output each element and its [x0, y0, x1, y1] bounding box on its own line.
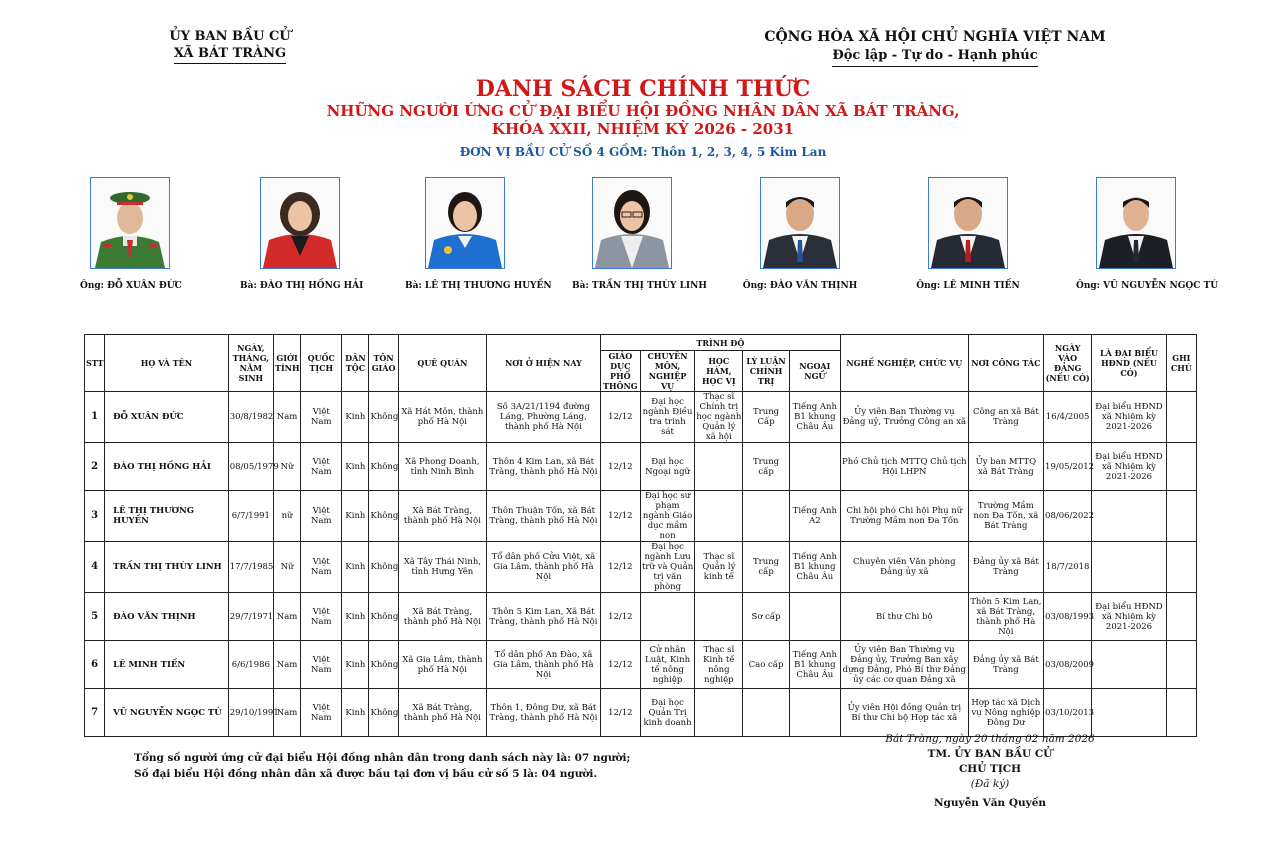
table-row — [85, 593, 1197, 641]
cell-party-date: 18/7/2018 — [1044, 542, 1092, 593]
cell-nationality: Việt Nam — [301, 542, 342, 593]
cell-political — [743, 689, 789, 737]
cell-academic — [695, 491, 743, 542]
authority-line-2: XÃ BÁT TRÀNG — [174, 45, 286, 64]
portrait-caption: Ông: ĐÀO VĂN THỊNH — [742, 281, 858, 291]
col-workplace: NƠI CÔNG TÁC — [968, 335, 1043, 392]
signature-block — [860, 732, 1120, 811]
cell-name: ĐÀO VĂN THỊNH — [105, 593, 229, 641]
cell-religion: Không — [369, 491, 398, 542]
portrait-photo — [260, 177, 340, 269]
col-nationality: QUỐC TỊCH — [301, 335, 342, 392]
col-party-date: NGÀY VÀO ĐẢNG (NẾU CÓ) — [1044, 335, 1092, 392]
cell-dob: 30/8/1982 — [228, 392, 273, 443]
cell-delegate — [1092, 641, 1166, 689]
cell-sex: Nam — [273, 392, 300, 443]
cell-political: Trung cấp — [743, 443, 789, 491]
cell-religion: Không — [369, 641, 398, 689]
place-date: Bát Tràng, ngày 20 tháng 02 năm 2026 — [885, 733, 1095, 745]
table-row — [85, 443, 1197, 491]
cell-hometown: Xã Bát Tràng, thành phố Hà Nội — [398, 491, 486, 542]
signer-role: CHỦ TỊCH — [958, 763, 1022, 775]
motto: Độc lập - Tự do - Hạnh phúc — [832, 47, 1037, 67]
cell-language: Tiếng Anh B1 khung Châu Âu — [789, 392, 840, 443]
cell-sex: nữ — [273, 491, 300, 542]
cell-dob: 6/6/1986 — [228, 641, 273, 689]
portrait-photo — [592, 177, 672, 269]
document-subtitle-1: NHỮNG NGƯỜI ỨNG CỬ ĐẠI BIỂU HỘI ĐỒNG NHÂN DÂN XÃ BÁT TRÀNG, — [326, 102, 960, 120]
cell-academic — [695, 443, 743, 491]
nation-name: CỘNG HÒA XÃ HỘI CHỦ NGHĨA VIỆT NAM — [764, 29, 1106, 45]
cell-general: 12/12 — [600, 689, 640, 737]
cell-language — [789, 443, 840, 491]
cell-party-date: 03/10/2013 — [1044, 689, 1092, 737]
national-motto — [760, 28, 1110, 67]
cell-residence: Tổ dân phố An Đào, xã Gia Lâm, thành phố Hà Nội — [487, 641, 601, 689]
candidate-portrait-1 — [80, 177, 180, 291]
cell-language: Tiếng Anh B1 khung Châu Âu — [789, 542, 840, 593]
cell-name: ĐÀO THỊ HỒNG HẢI — [105, 443, 229, 491]
cell-stt: 2 — [85, 443, 105, 491]
cell-workplace: Ủy ban MTTQ xã Bát Tràng — [968, 443, 1043, 491]
cell-name: VŨ NGUYỄN NGỌC TÚ — [105, 689, 229, 737]
cell-stt: 5 — [85, 593, 105, 641]
signed-note: (Đã ký) — [970, 778, 1010, 790]
cell-academic: Thạc sĩ Quản lý kinh tế — [695, 542, 743, 593]
cell-stt: 7 — [85, 689, 105, 737]
signer-name: Nguyễn Văn Quyến — [933, 797, 1047, 809]
cell-occupation: Chuyên viên Văn phòng Đảng ủy xã — [840, 542, 968, 593]
col-education: TRÌNH ĐỘ — [600, 335, 840, 351]
cell-sex: Nam — [273, 641, 300, 689]
cell-note — [1166, 443, 1196, 491]
col-general-education: GIÁO DỤC PHỔ THÔNG — [600, 351, 640, 392]
col-hometown: QUÊ QUÁN — [398, 335, 486, 392]
cell-academic — [695, 689, 743, 737]
cell-sex: Nữ — [273, 443, 300, 491]
cell-occupation: Ủy viên Hội đồng Quản trị Bí thư Chi bộ Hợp tác xã — [840, 689, 968, 737]
portrait-caption: Bà: LÊ THỊ THƯƠNG HUYỀN — [405, 281, 552, 291]
cell-religion: Không — [369, 689, 398, 737]
candidate-portrait-5 — [740, 177, 860, 291]
cell-language — [789, 593, 840, 641]
table-row — [85, 689, 1197, 737]
candidate-portrait-2 — [240, 177, 364, 291]
cell-nationality: Việt Nam — [301, 491, 342, 542]
cell-stt: 1 — [85, 392, 105, 443]
cell-workplace: Công an xã Bát Tràng — [968, 392, 1043, 443]
cell-nationality: Việt Nam — [301, 641, 342, 689]
cell-ethnicity: Kinh — [342, 689, 369, 737]
candidate-portrait-3 — [405, 177, 552, 291]
cell-residence: Thôn 5 Kim Lan, Xã Bát Tràng, thành phố Hà Nội — [487, 593, 601, 641]
cell-political: Trung cấp — [743, 542, 789, 593]
cell-workplace: Hợp tác xã Dịch vụ Nông nghiệp Đông Dư — [968, 689, 1043, 737]
cell-workplace: Thôn 5 Kim Lan, xã Bát Tràng, thành phố Hà Nội — [968, 593, 1043, 641]
cell-ethnicity: Kinh — [342, 641, 369, 689]
cell-religion: Không — [369, 593, 398, 641]
cell-academic: Thạc sĩ Kinh tế nông nghiệp — [695, 641, 743, 689]
candidate-portrait-6 — [908, 177, 1028, 291]
cell-political: Cao cấp — [743, 641, 789, 689]
cell-workplace: Đảng ủy xã Bát Tràng — [968, 542, 1043, 593]
cell-dob: 6/7/1991 — [228, 491, 273, 542]
cell-professional — [640, 593, 694, 641]
cell-stt: 3 — [85, 491, 105, 542]
cell-professional: Cử nhân Luật, Kinh tế nông nghiệp — [640, 641, 694, 689]
cell-academic: Thạc sĩ Chính trị học ngành Quản lý xã hội — [696, 392, 742, 442]
portrait-photo — [760, 177, 840, 269]
cell-ethnicity: Kinh — [342, 593, 369, 641]
cell-occupation: Chi hội phó Chi hội Phụ nữ Trường Mầm non Đa Tốn — [840, 491, 968, 542]
cell-name: TRẦN THỊ THÙY LINH — [105, 542, 229, 593]
cell-residence: Thôn 1, Đông Dư, xã Bát Tràng, thành phố Hà Nội — [487, 689, 601, 737]
table-row — [85, 641, 1197, 689]
col-sex: GIỚI TÍNH — [273, 335, 300, 392]
cell-occupation: Ủy viên Ban Thường vụ Đảng uỷ, Trưởng Công an xã — [840, 392, 968, 443]
cell-party-date: 19/05/2012 — [1044, 443, 1092, 491]
cell-academic — [695, 593, 743, 641]
cell-delegate — [1092, 491, 1166, 542]
cell-hometown: Xã Bát Tràng, thành phố Hà Nội — [398, 689, 486, 737]
candidate-portrait-7 — [1076, 177, 1219, 291]
col-religion: TÔN GIÁO — [369, 335, 398, 392]
cell-workplace: Đảng ủy xã Bát Tràng — [968, 641, 1043, 689]
cell-residence: Thôn Thuận Tốn, xã Bát Tràng, thành phố Hà Nội — [487, 491, 601, 542]
portrait-caption: Ông: LÊ MINH TIẾN — [916, 281, 1020, 291]
cell-residence: Số 3A/21/1194 đường Láng, Phường Láng, thành phố Hà Nội — [487, 392, 601, 443]
cell-ethnicity: Kinh — [342, 392, 369, 443]
portrait-caption: Bà: ĐÀO THỊ HỒNG HẢI — [240, 281, 364, 291]
portrait-caption: Ông: ĐỖ XUÂN ĐỨC — [80, 281, 182, 291]
cell-general: 12/12 — [600, 641, 640, 689]
cell-sex: Nữ — [273, 542, 300, 593]
cell-name: ĐỖ XUÂN ĐỨC — [105, 392, 229, 443]
cell-sex: Nam — [273, 689, 300, 737]
cell-dob: 29/7/1971 — [228, 593, 273, 641]
col-name: HỌ VÀ TÊN — [105, 335, 229, 392]
cell-delegate — [1092, 542, 1166, 593]
cell-political: Sơ cấp — [743, 593, 789, 641]
cell-stt: 6 — [85, 641, 105, 689]
cell-stt: 4 — [85, 542, 105, 593]
col-delegate: LÀ ĐẠI BIỂU HĐND (NẾU CÓ) — [1092, 335, 1166, 392]
cell-hometown: Xã Gia Lâm, thành phố Hà Nội — [398, 641, 486, 689]
portrait-photo — [425, 177, 505, 269]
portrait-photo — [90, 177, 170, 269]
cell-professional: Đại học Quản Trị kinh doanh — [640, 689, 694, 737]
cell-delegate: Đại biểu HĐND xã Nhiệm kỳ 2021-2026 — [1092, 392, 1166, 443]
candidate-portrait-4 — [572, 177, 707, 291]
cell-religion: Không — [369, 443, 398, 491]
cell-nationality: Việt Nam — [301, 689, 342, 737]
cell-nationality: Việt Nam — [301, 593, 342, 641]
cell-ethnicity: Kinh — [342, 542, 369, 593]
cell-professional: Đại học Ngoại ngữ — [640, 443, 694, 491]
col-occupation: NGHỀ NGHIỆP, CHỨC VỤ — [840, 335, 968, 392]
document-title-block — [300, 76, 986, 138]
cell-party-date: 03/08/2009 — [1044, 641, 1092, 689]
cell-religion: Không — [369, 392, 398, 443]
cell-general: 12/12 — [600, 491, 640, 542]
col-professional: CHUYÊN MÔN, NGHIỆP VỤ — [640, 351, 694, 392]
cell-note — [1166, 542, 1196, 593]
candidate-table — [84, 334, 1197, 737]
table-row — [85, 542, 1197, 593]
col-academic: HỌC HÀM, HỌC VỊ — [695, 351, 743, 392]
cell-professional: Đại học sư phạm ngành Giáo dục mầm non — [640, 491, 694, 542]
portrait-caption: Bà: TRẦN THỊ THÙY LINH — [572, 281, 707, 291]
electoral-unit: ĐƠN VỊ BẦU CỬ SỐ 4 GỒM: Thôn 1, 2, 3, 4, 5 Kim Lan — [459, 145, 827, 159]
cell-name: LÊ THỊ THƯƠNG HUYỀN — [105, 491, 229, 542]
on-behalf: TM. ỦY BAN BẦU CỬ — [927, 748, 1053, 760]
portrait-caption: Ông: VŨ NGUYỄN NGỌC TÚ — [1076, 281, 1219, 291]
cell-note — [1166, 593, 1196, 641]
document-subtitle-2: KHÓA XXII, NHIỆM KỲ 2026 - 2031 — [491, 120, 795, 138]
cell-nationality: Việt Nam — [301, 392, 342, 443]
cell-party-date: 08/06/2022 — [1044, 491, 1092, 542]
cell-ethnicity: Kinh — [342, 491, 369, 542]
cell-language — [789, 689, 840, 737]
summary — [134, 750, 630, 782]
col-language: NGOẠI NGỮ — [789, 351, 840, 392]
cell-delegate: Đại biểu HĐND xã Nhiệm kỳ 2021-2026 — [1092, 593, 1166, 641]
cell-note — [1166, 392, 1196, 443]
cell-hometown: Xã Bát Tràng, thành phố Hà Nội — [398, 593, 486, 641]
cell-dob: 08/05/1979 — [228, 443, 273, 491]
cell-hometown: Xã Tây Thái Ninh, tỉnh Hưng Yên — [398, 542, 486, 593]
cell-nationality: Việt Nam — [301, 443, 342, 491]
portrait-photo — [1096, 177, 1176, 269]
cell-political — [743, 491, 789, 542]
cell-general: 12/12 — [600, 593, 640, 641]
cell-general: 12/12 — [600, 542, 640, 593]
cell-dob: 17/7/1985 — [228, 542, 273, 593]
summary-seats: Số đại biểu Hội đồng nhân dân xã được bầu tại đơn vị bầu cử số 5 là: 04 người. — [134, 768, 598, 780]
cell-residence: Tổ dân phố Cửu Việt, xã Gia Lâm, thành phố Hà Nội — [487, 542, 601, 593]
col-residence: NƠI Ở HIỆN NAY — [487, 335, 601, 392]
cell-hometown: Xã Phong Doanh, tỉnh Ninh Bình — [398, 443, 486, 491]
cell-general: 12/12 — [600, 392, 640, 443]
cell-note — [1166, 641, 1196, 689]
cell-religion: Không — [369, 542, 398, 593]
summary-total-candidates: Tổng số người ứng cử đại biểu Hội đồng nhân dân trong danh sách này là: 07 người; — [134, 752, 631, 764]
cell-delegate — [1092, 689, 1166, 737]
cell-political: Trung Cấp — [743, 392, 789, 443]
portrait-photo — [928, 177, 1008, 269]
document-title: DANH SÁCH CHÍNH THỨC — [475, 76, 811, 102]
cell-party-date: 16/4/2005 — [1044, 392, 1092, 443]
cell-residence: Thôn 4 Kim Lan, xã Bát Tràng, thành phố Hà Nội — [487, 443, 601, 491]
cell-sex: Nam — [273, 593, 300, 641]
cell-workplace: Trường Mầm non Đa Tốn, xã Bát Tràng — [968, 491, 1043, 542]
cell-delegate: Đại biểu HĐND xã Nhiệm kỳ 2021-2026 — [1092, 443, 1166, 491]
cell-occupation: Ủy viên Ban Thường vụ Đảng ủy, Trưởng Ban xây dựng Đảng, Phó Bí thư Đảng ủy các cơ quan Đảng xã — [840, 641, 968, 689]
cell-ethnicity: Kinh — [342, 443, 369, 491]
cell-note — [1166, 491, 1196, 542]
cell-general: 12/12 — [600, 443, 640, 491]
col-stt: STT — [85, 335, 105, 392]
col-note: GHI CHÚ — [1166, 335, 1196, 392]
table-row — [85, 392, 1197, 443]
cell-name: LÊ MINH TIẾN — [105, 641, 229, 689]
col-political: LÝ LUẬN CHÍNH TRỊ — [743, 351, 789, 392]
cell-occupation: Phó Chủ tịch MTTQ Chủ tịch Hội LHPN — [840, 443, 968, 491]
col-ethnicity: DÂN TỘC — [342, 335, 369, 392]
cell-dob: 29/10/1991 — [228, 689, 273, 737]
col-dob: NGÀY, THÁNG, NĂM SINH — [228, 335, 273, 392]
table-row — [85, 491, 1197, 542]
issuing-authority — [150, 28, 310, 64]
cell-professional: Đại học ngành Điều tra trinh sát — [640, 392, 694, 443]
cell-note — [1166, 689, 1196, 737]
cell-professional: Đại học ngành Lưu trữ và Quản trị văn phòng — [641, 542, 694, 592]
cell-language: Tiếng Anh A2 — [789, 491, 840, 542]
authority-line-1: ỦY BAN BẦU CỬ — [169, 29, 291, 44]
cell-party-date: 03/08/1993 — [1044, 593, 1092, 641]
cell-occupation: Bí thư Chi bộ — [840, 593, 968, 641]
cell-hometown: Xã Hát Môn, thành phố Hà Nội — [398, 392, 486, 443]
cell-language: Tiếng Anh B1 khung Châu Âu — [789, 641, 840, 689]
